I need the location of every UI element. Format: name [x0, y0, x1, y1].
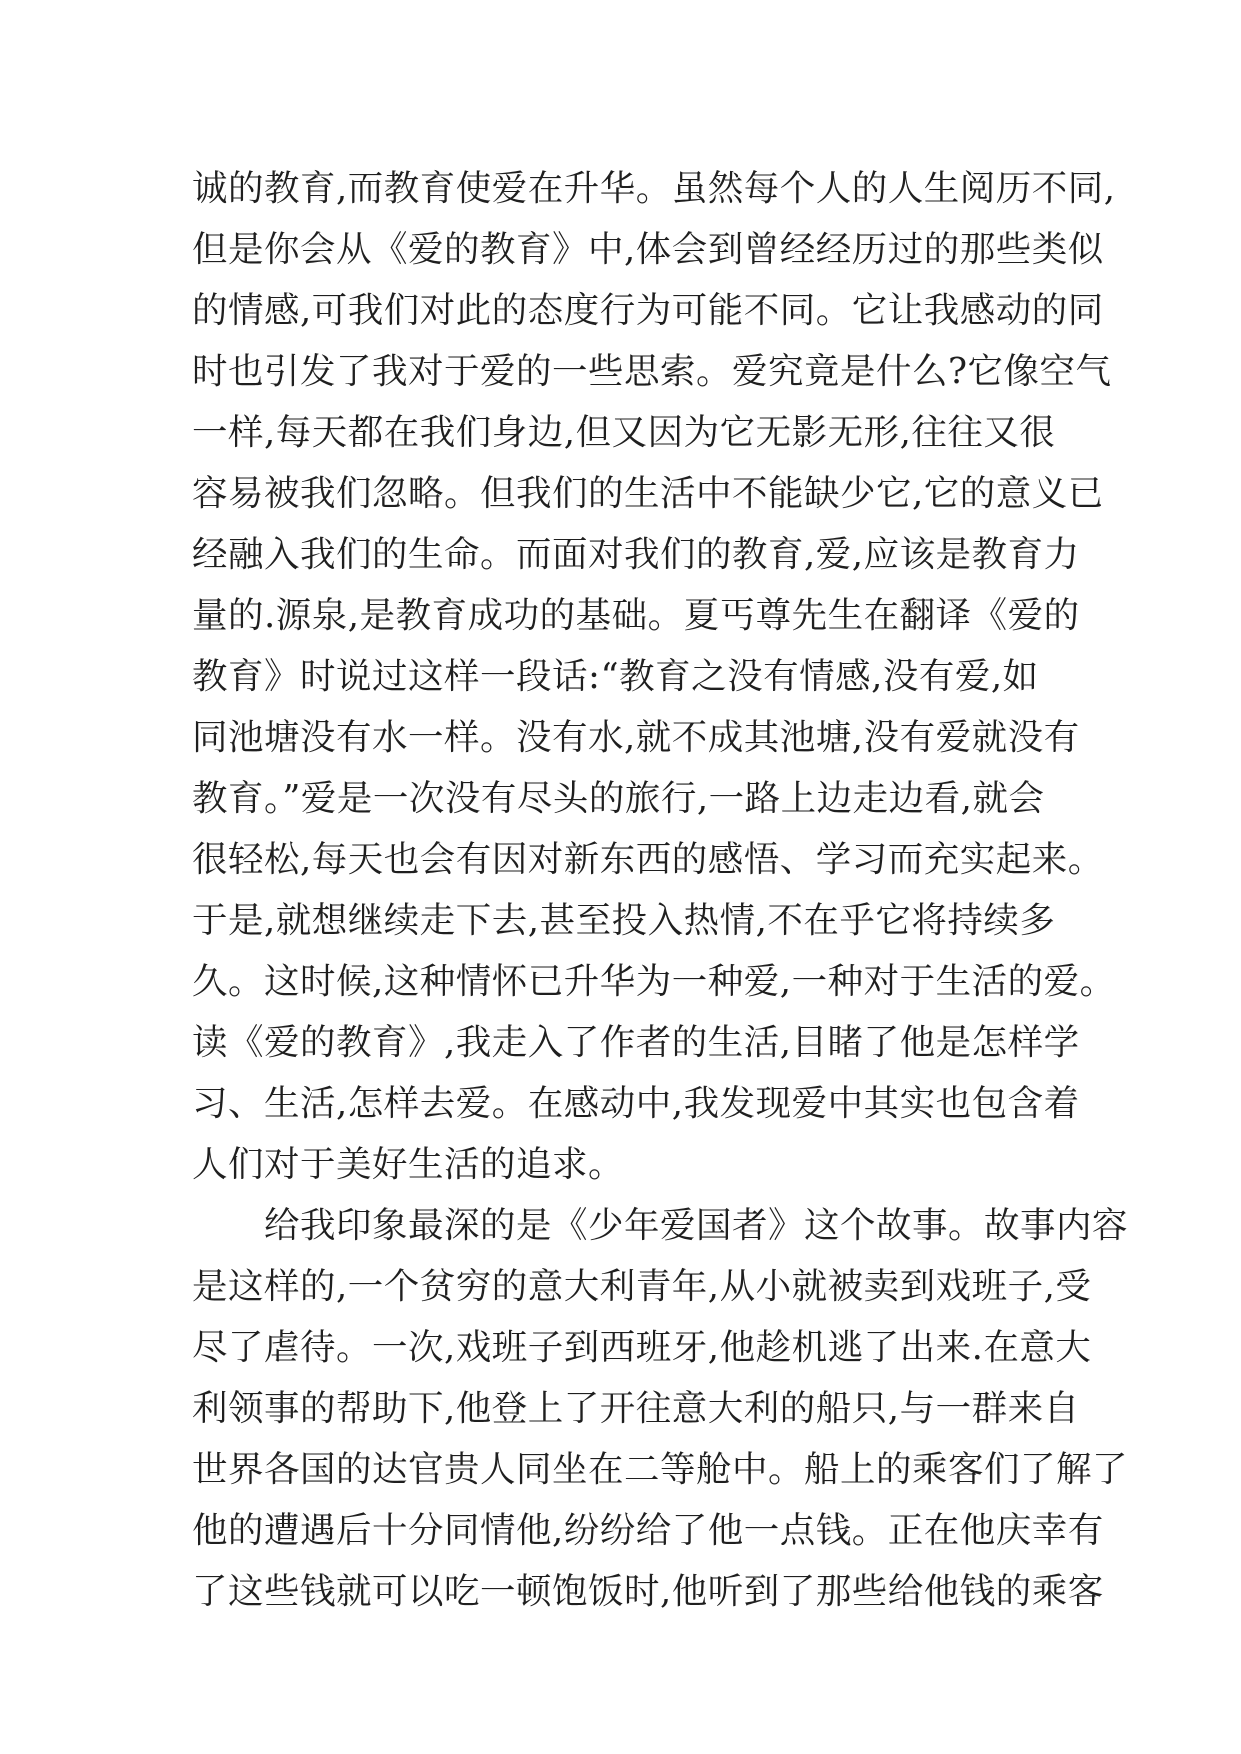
text-line: 教育》时说过这样一段话:“教育之没有情感,没有爱,如	[192, 656, 1039, 697]
text-line: 利领事的帮助下,他登上了开往意大利的船只,与一群来自	[192, 1388, 1080, 1429]
text-line: 尽了虐待。一次,戏班子到西班牙,他趁机逃了出来.在意大	[192, 1327, 1092, 1368]
text-line: 于是,就想继续走下去,甚至投入热情,不在乎它将持续多	[192, 900, 1056, 941]
text-line: 人们对于美好生活的追求。	[192, 1144, 625, 1185]
text-line: 教育。”爱是一次没有尽头的旅行,一路上边走边看,就会	[192, 778, 1045, 819]
text-line: 习、生活,怎样去爱。在感动中,我发现爱中其实也包含着	[192, 1083, 1080, 1124]
text-line: 经融入我们的生命。而面对我们的教育,爱,应该是教育力	[192, 534, 1080, 575]
text-line: 诚的教育,而教育使爱在升华。虽然每个人的人生阅历不同,	[192, 168, 1116, 209]
text-line: 是这样的,一个贫穷的意大利青年,从小就被卖到戏班子,受	[192, 1266, 1092, 1307]
text-line: 容易被我们忽略。但我们的生活中不能缺少它,它的意义已	[192, 473, 1104, 514]
text-line: 一样,每天都在我们身边,但又因为它无影无形,往往又很	[192, 412, 1056, 453]
text-line: 给我印象最深的是《少年爱国者》这个故事。故事内容	[264, 1205, 1129, 1246]
text-line: 时也引发了我对于爱的一些思索。爱究竟是什么?它像空气	[192, 351, 1112, 392]
text-line: 很轻松,每天也会有因对新东西的感悟、学习而充实起来。	[192, 839, 1104, 880]
text-line: 世界各国的达官贵人同坐在二等舱中。船上的乘客们了解了	[192, 1449, 1129, 1490]
body-text	[192, 158, 1129, 1622]
paragraph-2	[192, 1195, 1129, 1622]
text-line: 了这些钱就可以吃一顿饱饭时,他听到了那些给他钱的乘客	[192, 1571, 1104, 1612]
text-line: 他的遭遇后十分同情他,纷纷给了他一点钱。正在他庆幸有	[192, 1510, 1104, 1551]
text-line: 但是你会从《爱的教育》中,体会到曾经经历过的那些类似	[192, 229, 1104, 270]
text-line: 同池塘没有水一样。没有水,就不成其池塘,没有爱就没有	[192, 717, 1080, 758]
paragraph-1	[192, 158, 1116, 1195]
text-line: 的情感,可我们对此的态度行为可能不同。它让我感动的同	[192, 290, 1104, 331]
text-line: 读《爱的教育》,我走入了作者的生活,目睹了他是怎样学	[192, 1022, 1080, 1063]
text-line: 量的.源泉,是教育成功的基础。夏丐尊先生在翻译《爱的	[192, 595, 1080, 636]
text-line: 久。这时候,这种情怀已升华为一种爱,一种对于生活的爱。	[192, 961, 1116, 1002]
